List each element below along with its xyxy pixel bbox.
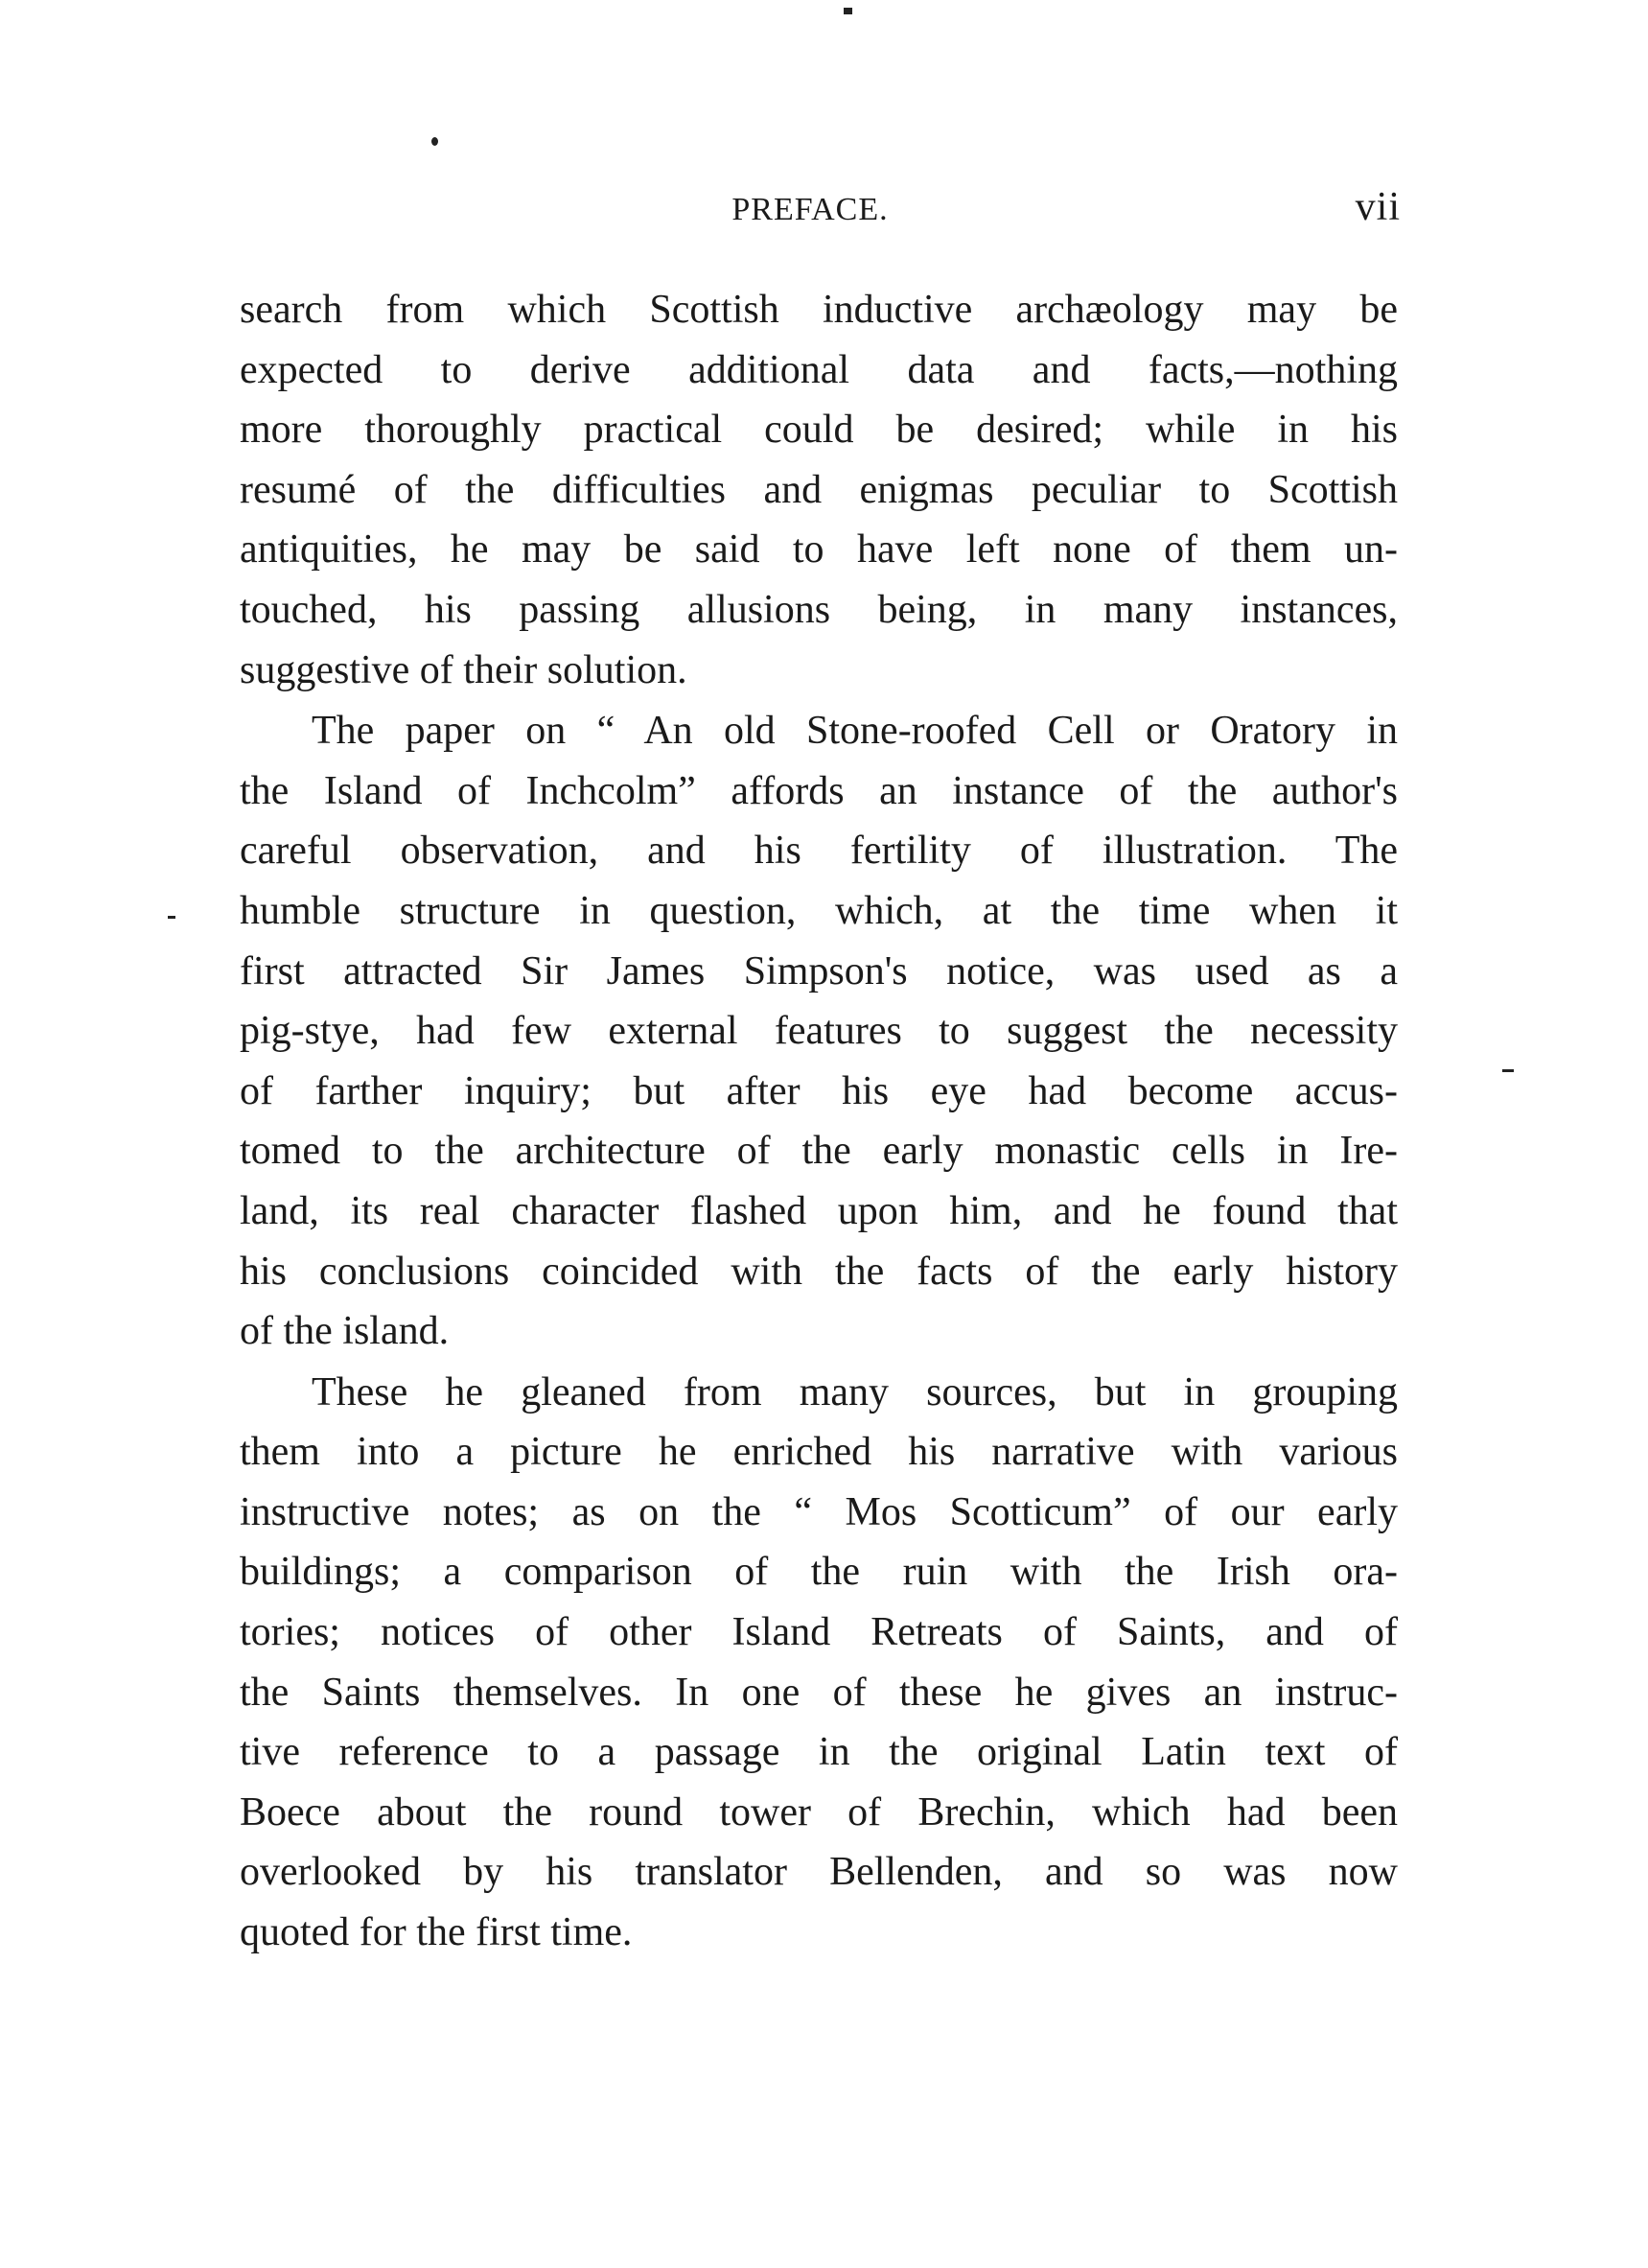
page-number: vii	[1355, 185, 1401, 229]
text-line: the Island of Inchcolm” affords an instance of the author's	[240, 768, 1398, 813]
running-header-title: PREFACE.	[731, 192, 889, 227]
text-line: pig-stye, had few external features to suggest the necessity	[240, 1009, 1398, 1054]
text-line: search from which Scottish inductive archæology may be	[240, 288, 1398, 332]
text-line: first attracted Sir James Simpson's notice, was used as a	[240, 948, 1398, 994]
text-line: the Saints themselves. In one of these he gives an instruc-	[240, 1670, 1398, 1715]
text-line: Boece about the round tower of Brechin, which had been	[240, 1789, 1398, 1835]
text-line: of farther inquiry; but after his eye had become accus-	[240, 1068, 1398, 1113]
text-line: touched, his passing allusions being, in many instances,	[240, 587, 1398, 632]
scan-speck	[431, 137, 438, 146]
text-line: expected to derive additional data and facts,—nothing	[240, 347, 1398, 392]
text-line: tomed to the architecture of the early monastic cells in Ire-	[240, 1129, 1398, 1174]
text-line: resumé of the difficulties and enigmas peculiar to Scottish	[240, 467, 1398, 512]
text-line: instructive notes; as on the “ Mos Scotticum” of our early	[240, 1489, 1398, 1534]
scan-speck	[1502, 1069, 1514, 1072]
text-line: overlooked by his translator Bellenden, and so was now	[240, 1850, 1398, 1895]
text-line: more thoroughly practical could be desired; while in his	[240, 408, 1398, 453]
text-line: careful observation, and his fertility of illustration. The	[240, 829, 1398, 874]
text-line: tive reference to a passage in the original Latin text of	[240, 1730, 1398, 1775]
text-line: tories; notices of other Island Retreats of Saints, and of	[240, 1610, 1398, 1655]
text-line: of the island.	[240, 1309, 450, 1354]
body-text	[240, 280, 1398, 1963]
text-line: The paper on “ An old Stone-roofed Cell or Oratory in	[312, 709, 1398, 754]
text-line: land, its real character flashed upon him, and he found that	[240, 1188, 1398, 1233]
text-line: suggestive of their solution.	[240, 647, 687, 692]
text-line: quoted for the first time.	[240, 1910, 633, 1955]
text-line: humble structure in question, which, at the time when it	[240, 888, 1398, 933]
text-line: These he gleaned from many sources, but in grouping	[312, 1369, 1398, 1415]
text-line: buildings; a comparison of the ruin with the Irish ora-	[240, 1550, 1398, 1595]
scan-speck	[168, 916, 175, 919]
text-line: them into a picture he enriched his narrative with various	[240, 1430, 1398, 1475]
scan-speck	[844, 8, 852, 14]
text-line: his conclusions coincided with the facts of the early history	[240, 1249, 1398, 1294]
text-line: antiquities, he may be said to have left none of them un-	[240, 527, 1398, 573]
